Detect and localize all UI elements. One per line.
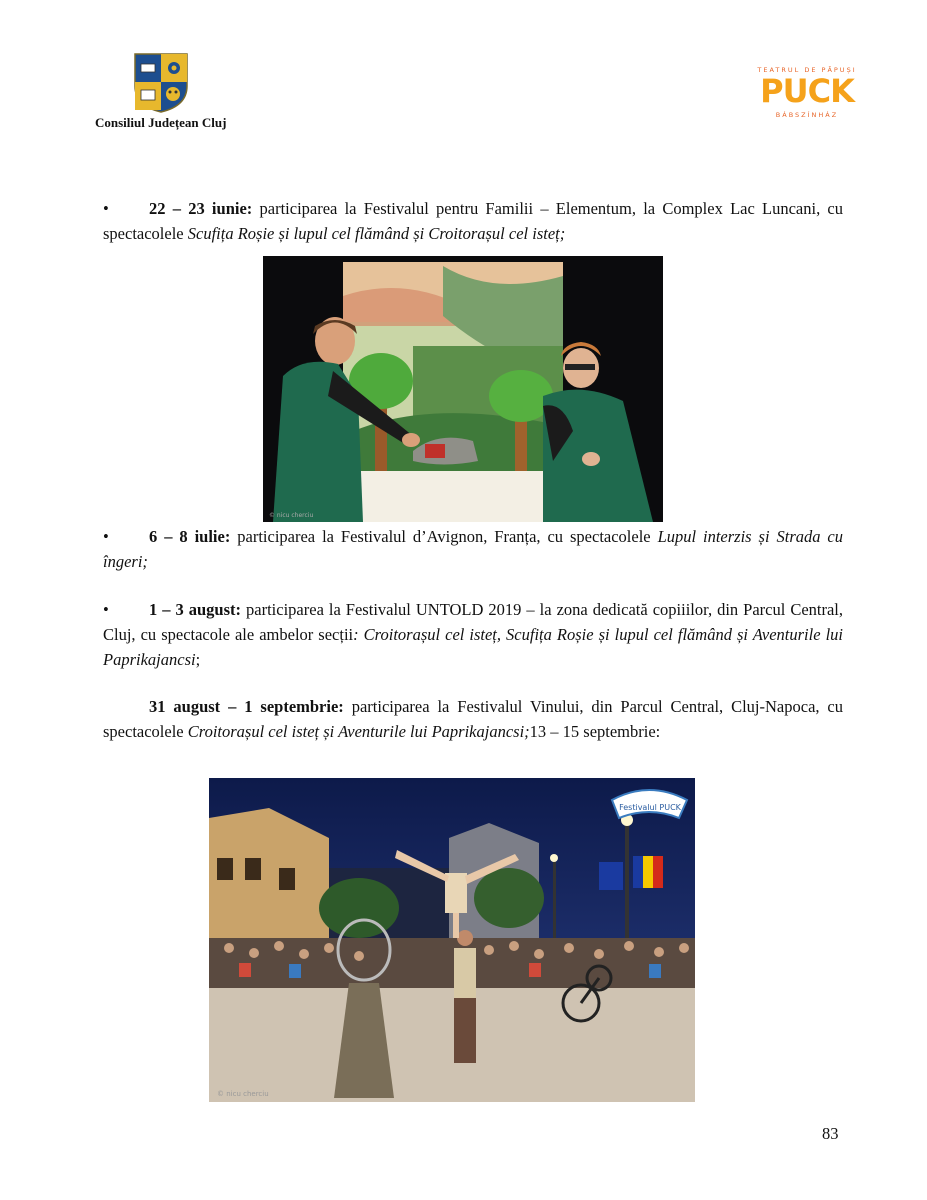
puck-theatre-logo (752, 62, 862, 122)
street-show-photo (209, 778, 695, 1102)
bullet-icon: • (103, 199, 109, 218)
photo-credit: © nicu cherciu (269, 512, 314, 519)
paragraph-text: participarea la Festivalul d’Avignon, Franța, cu spectacolele (230, 527, 658, 546)
paragraph-july-festival (103, 524, 843, 574)
paragraph-text: participarea la Festivalul Vinului, din Parcul Central, Cluj-Napoca, cu spectacolele (103, 697, 843, 741)
show-titles: Lupul interzis și Strada cu îngeri; (103, 527, 844, 571)
paragraph-june-festival (103, 196, 843, 246)
puppet-show-photo (263, 256, 663, 522)
paragraph-wine-festival (103, 694, 843, 744)
show-titles: : Croitorașul cel isteț, Scufița Roșie și lupul cel flămând și Aventurile lui Paprikajancsi (103, 625, 844, 669)
show-titles: Croitorașul cel isteț și Aventurile lui Paprikajancsi; (187, 722, 530, 741)
paragraph-text: participarea la Festivalul pentru Familii – Elementum, la Complex Lac Luncani, cu spectacolele (103, 199, 844, 243)
puck-logo-top-text: TEATRUL DE PĂPUȘI (757, 66, 857, 74)
bullet-icon: • (103, 600, 109, 619)
show-titles: Scufița Roșie și lupul cel flămând și Croitorașul cel isteț; (187, 224, 566, 243)
council-name: Consiliul Județean Cluj (95, 115, 227, 130)
date-label: 1 – 3 august: (149, 600, 242, 619)
puck-logo-main-text: PUCK (760, 72, 854, 110)
paragraph-august-festival (103, 597, 843, 672)
paragraph-tail: ; (195, 650, 201, 669)
paragraph-tail: 13 – 15 septembrie: (529, 722, 661, 741)
date-label: 6 – 8 iulie: (149, 527, 231, 546)
cluj-county-crest-icon (133, 52, 189, 114)
festival-banner-text: Festivalul PUCK (619, 803, 681, 812)
bullet-icon: • (103, 527, 109, 546)
photo-credit: © nicu cherciu (217, 1090, 269, 1098)
paragraph-text: participarea la Festivalul UNTOLD 2019 – la zona dedicată copiiilor, din Parcul Central, Cluj, cu spectacole ale ambelor secții (103, 600, 844, 644)
date-label: 31 august – 1 septembrie: (149, 697, 344, 716)
page-number: 83 (822, 1124, 839, 1143)
puck-logo-bottom-text: BÁBSZÍNHÁZ (775, 111, 839, 119)
date-label: 22 – 23 iunie: (149, 199, 253, 218)
